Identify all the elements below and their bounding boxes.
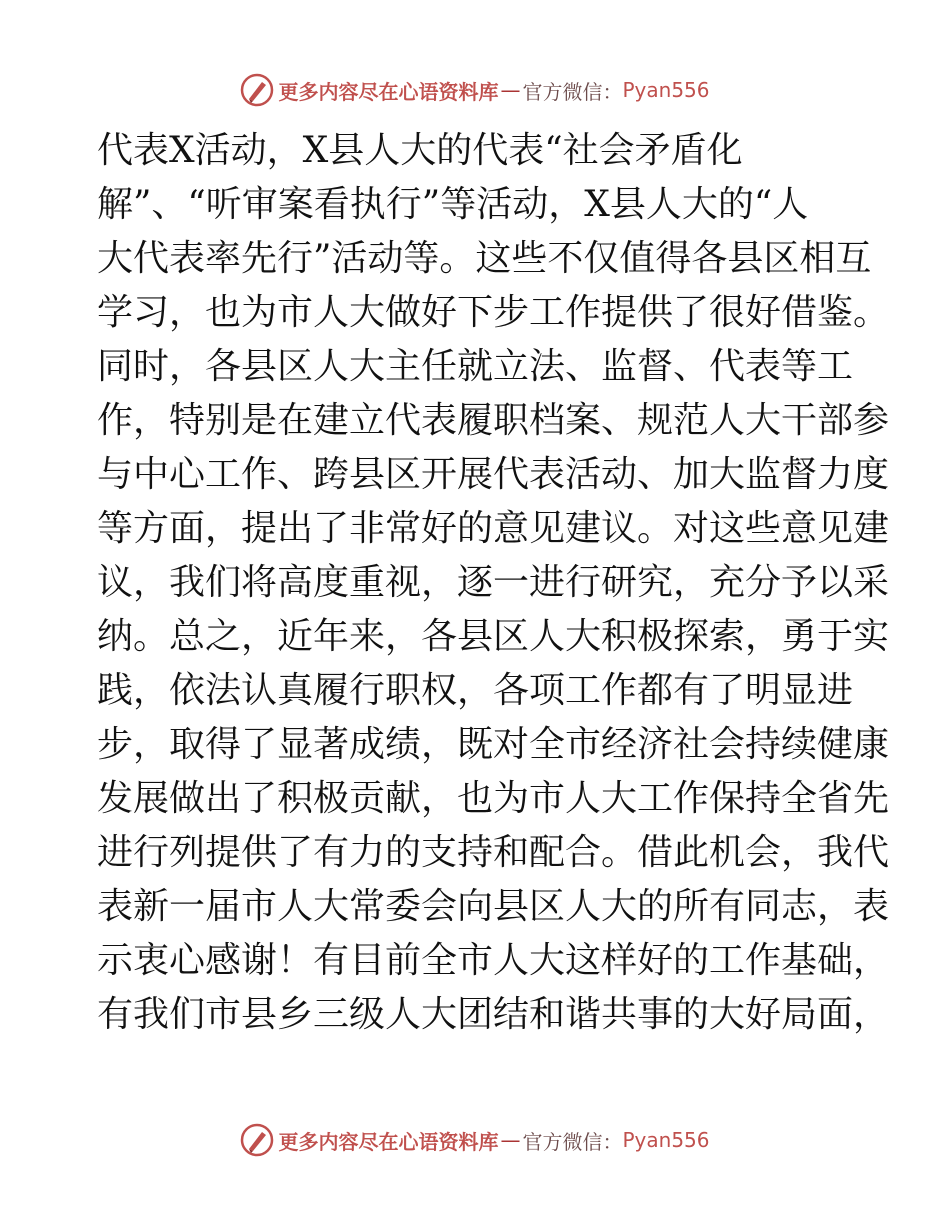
text-line: 代表X活动，X县人大的代表“社会矛盾化 [97, 130, 743, 171]
header-banner [0, 72, 950, 108]
banner-site-name: 更多内容尽在心语资料库 [278, 79, 499, 104]
text-line: 与中心工作、跨县区开展代表活动、加大监督力度 [97, 454, 890, 495]
text-line: 践，依法认真履行职权，各项工作都有了明显进 [97, 670, 854, 711]
text-line: 进行列提供了有力的支持和配合。借此机会，我代 [97, 832, 890, 873]
text-line: 大代表率先行”活动等。这些不仅值得各县区相互 [97, 238, 872, 279]
banner-dash: — [500, 78, 521, 102]
document-body [97, 124, 890, 1042]
pen-logo-icon [240, 1123, 274, 1157]
text-line: 步，取得了显著成绩，既对全市经济社会持续健康 [97, 724, 890, 765]
text-line: 等方面，提出了非常好的意见建议。对这些意见建 [97, 508, 890, 549]
banner-dash: — [500, 1128, 521, 1152]
pen-logo-icon [240, 73, 274, 107]
text-line: 解”、“听审案看执行”等活动，X县人大的“人 [97, 184, 809, 225]
text-line: 纳。总之，近年来，各县区人大积极探索，勇于实 [97, 616, 890, 657]
banner-official-label: 官方微信： [522, 1129, 623, 1154]
text-line: 议，我们将高度重视，逐一进行研究，充分予以采 [97, 562, 890, 603]
banner-account-id: Pyan556 [622, 78, 710, 102]
text-line: 表新一届市人大常委会向县区人大的所有同志，表 [97, 886, 890, 927]
text-line: 作，特别是在建立代表履职档案、规范人大干部参 [97, 400, 890, 441]
footer-banner [0, 1122, 950, 1158]
banner-official-label: 官方微信： [522, 79, 623, 104]
text-line: 有我们市县乡三级人大团结和谐共事的大好局面， [97, 994, 890, 1035]
text-line: 同时，各县区人大主任就立法、监督、代表等工 [97, 346, 854, 387]
banner-account-id: Pyan556 [622, 1128, 710, 1152]
text-line: 学习，也为市人大做好下步工作提供了很好借鉴。 [97, 292, 890, 333]
text-line: 发展做出了积极贡献，也为市人大工作保持全省先 [97, 778, 890, 819]
text-line: 示衷心感谢！有目前全市人大这样好的工作基础， [97, 940, 890, 981]
banner-site-name: 更多内容尽在心语资料库 [278, 1129, 499, 1154]
